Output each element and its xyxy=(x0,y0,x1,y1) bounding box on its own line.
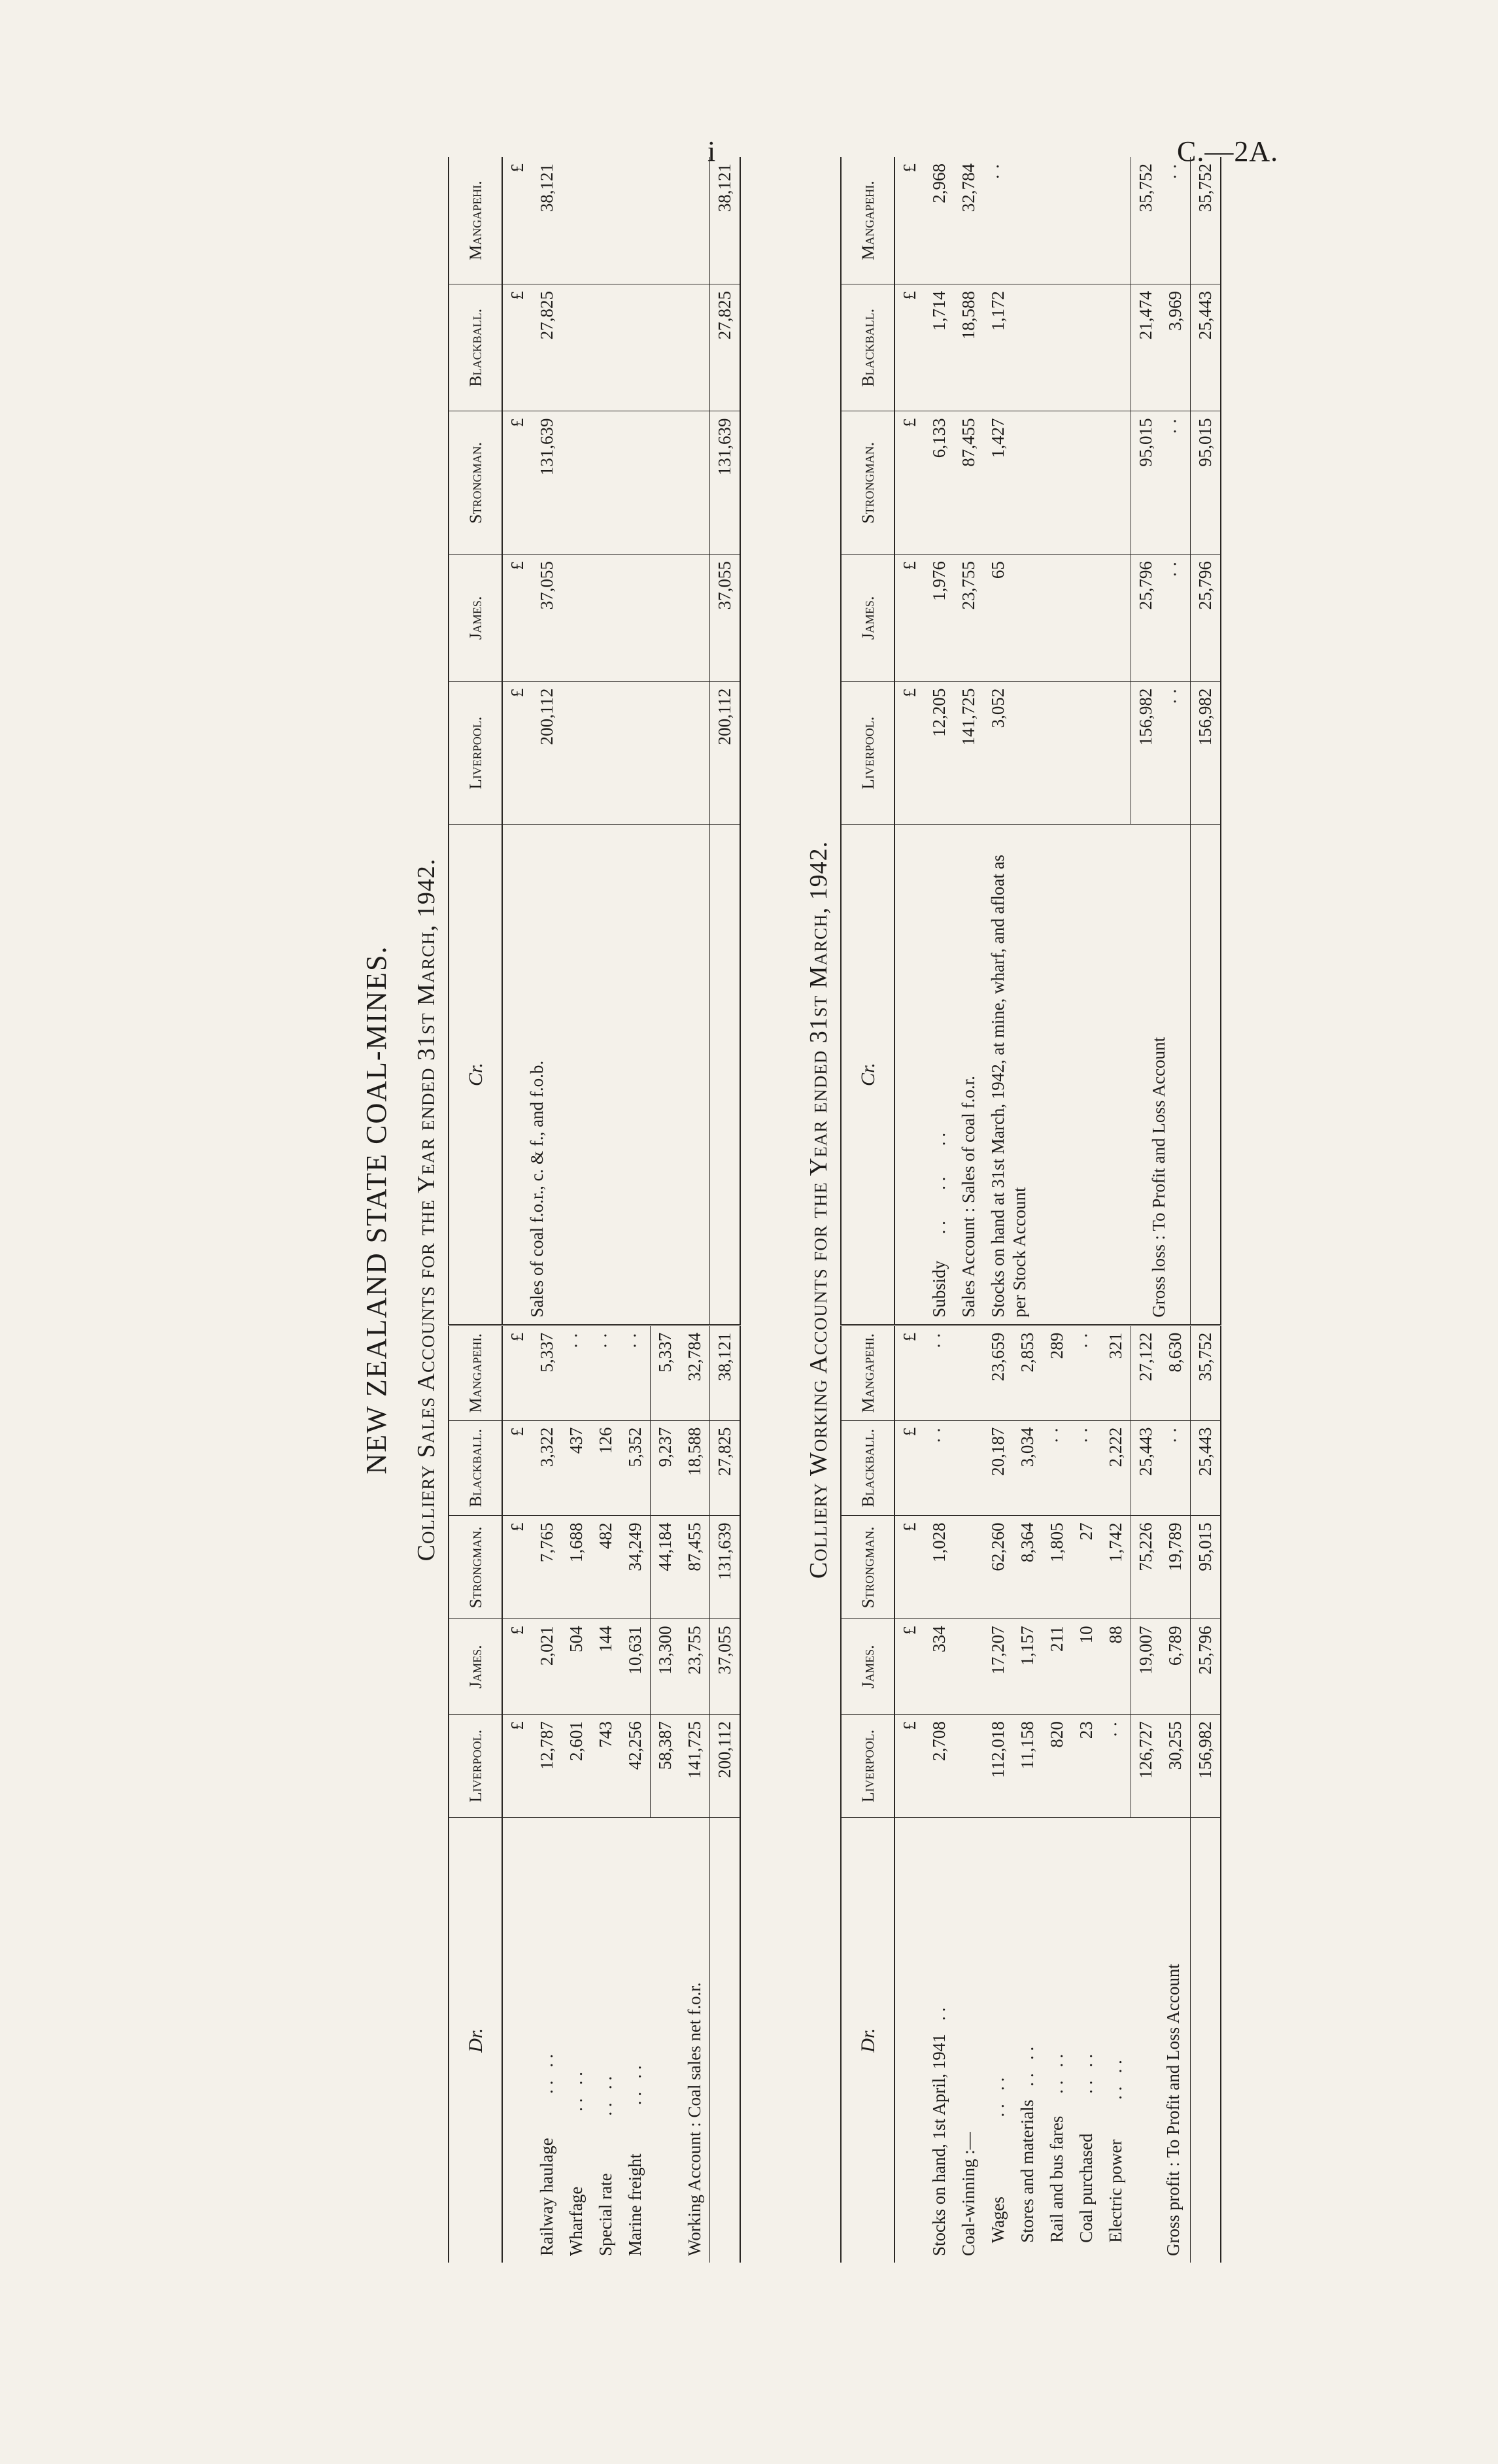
cell: 1,714 xyxy=(925,284,954,411)
subtotal-cell: 9,237 xyxy=(651,1420,681,1516)
cell: 87,455 xyxy=(680,1516,710,1619)
working-dr-heading: Dr. xyxy=(841,1818,894,2263)
cell: 141,725 xyxy=(680,1715,710,1818)
cell: 38,121 xyxy=(532,157,562,284)
row-label: Electric power . . . . xyxy=(1106,2060,1125,2256)
currency-mark: £ xyxy=(502,555,532,681)
working-cr-heading: Cr. xyxy=(841,825,894,1326)
currency-mark: £ xyxy=(894,1325,925,1420)
cell: 18,588 xyxy=(954,284,983,411)
sales-accounts-subtitle: Colliery Sales Accounts for the Year ended 31st March, 1942. xyxy=(413,858,440,1562)
document-code: C.—2A. xyxy=(1177,135,1279,167)
subtotal-cell: 95,015 xyxy=(1131,411,1161,555)
cell: 482 xyxy=(591,1516,621,1619)
col-header-james: James. xyxy=(449,1619,502,1715)
currency-mark: £ xyxy=(502,411,532,555)
total-cell: 200,112 xyxy=(710,681,741,825)
gross-loss-label-text: Gross loss : To Profit and Loss Account xyxy=(1148,1036,1168,1318)
subtotal-row xyxy=(651,157,681,2263)
currency-mark: £ xyxy=(894,157,925,284)
subtotal-cell: 19,007 xyxy=(1131,1619,1161,1715)
cell: 6,789 xyxy=(1161,1619,1191,1715)
cell: 1,172 xyxy=(983,284,1013,411)
cell: · · xyxy=(983,157,1013,284)
working-accounts-table xyxy=(840,157,1221,2263)
cell: 19,789 xyxy=(1161,1516,1191,1619)
cell: 2,708 xyxy=(925,1715,954,1818)
working-header-row xyxy=(841,157,894,2263)
col-header-mangapehi: Mangapehi. xyxy=(449,1325,502,1420)
cell: · · xyxy=(1161,1420,1191,1516)
subtotal-cell: 126,727 xyxy=(1131,1715,1161,1818)
currency-mark: £ xyxy=(894,1420,925,1516)
cell: 23,659 xyxy=(983,1325,1013,1420)
row-label: Stocks on hand, 1st April, 1941 . . xyxy=(929,2007,949,2256)
working-account-row xyxy=(680,157,710,2263)
cr-col-header-liverpool: Liverpool. xyxy=(449,681,502,825)
subtotal-cell: 25,796 xyxy=(1131,555,1161,681)
cell: 1,028 xyxy=(925,1516,954,1619)
row-label: Stores and materials . . . . xyxy=(1017,2046,1037,2256)
total-cell: 131,639 xyxy=(710,1516,741,1619)
cell: · · xyxy=(1072,1325,1101,1420)
cell: 23,755 xyxy=(680,1619,710,1715)
table-row xyxy=(983,157,1013,2263)
total-cell: 35,752 xyxy=(1191,157,1221,284)
cell: 8,364 xyxy=(1013,1516,1042,1619)
cell: 504 xyxy=(562,1619,591,1715)
cell: · · xyxy=(562,1325,591,1420)
currency-mark: £ xyxy=(894,1516,925,1619)
cell: 87,455 xyxy=(954,411,983,555)
subtotal-cell: 44,184 xyxy=(651,1516,681,1619)
cell: 2,222 xyxy=(1101,1420,1131,1516)
total-cell: 200,112 xyxy=(710,1715,741,1818)
col-header-liverpool: Liverpool. xyxy=(449,1715,502,1818)
cell: 820 xyxy=(1042,1715,1072,1818)
row-label: Working Account : Coal sales net f.o.r. xyxy=(685,1982,704,2256)
row-label: Railway haulage . . . . xyxy=(537,2054,556,2256)
cell: · · xyxy=(925,1420,954,1516)
cr-col-header-blackball: Blackball. xyxy=(449,284,502,411)
currency-mark: £ xyxy=(502,1325,532,1420)
cell: 211 xyxy=(1042,1619,1072,1715)
cell: 5,352 xyxy=(621,1420,651,1516)
table-row xyxy=(1101,157,1131,2263)
cell: 1,157 xyxy=(1013,1619,1042,1715)
table-row xyxy=(954,157,983,2263)
cell: · · xyxy=(621,1325,651,1420)
col-header-liverpool: Liverpool. xyxy=(841,1715,894,1818)
cell: · · xyxy=(1161,157,1191,284)
subtotal-cell: 25,443 xyxy=(1131,1420,1161,1516)
cell: 321 xyxy=(1101,1325,1131,1420)
cr-col-header-james: James. xyxy=(449,555,502,681)
subtotal-cell: 35,752 xyxy=(1131,157,1161,284)
total-cell: 95,015 xyxy=(1191,1516,1221,1619)
cell: 141,725 xyxy=(954,681,983,825)
total-row xyxy=(710,157,741,2263)
cell: · · xyxy=(1072,1420,1101,1516)
page-number: i xyxy=(707,135,716,167)
currency-mark: £ xyxy=(894,1715,925,1818)
row-label: Wharfage . . . . xyxy=(566,2072,586,2256)
row-label: Subsidy . . . . . . xyxy=(925,825,954,1326)
credit-label-text: Sales of coal f.o.r., c. & f., and f.o.b. xyxy=(527,1060,547,1318)
total-cell: 25,443 xyxy=(1191,284,1221,411)
cell: 5,337 xyxy=(532,1325,562,1420)
sales-accounts-table xyxy=(448,157,741,2263)
row-label: Coal purchased . . . . xyxy=(1076,2054,1096,2256)
cell: 10,631 xyxy=(621,1619,651,1715)
cell: 1,742 xyxy=(1101,1516,1131,1619)
main-title: NEW ZEALAND STATE COAL-MINES. xyxy=(360,945,392,1475)
sales-dr-heading: Dr. xyxy=(449,1818,502,2263)
cell: 3,322 xyxy=(532,1420,562,1516)
currency-mark: £ xyxy=(894,284,925,411)
cell: 1,805 xyxy=(1042,1516,1072,1619)
currency-mark: £ xyxy=(502,1420,532,1516)
cell: 30,255 xyxy=(1161,1715,1191,1818)
subtotal-cell: 13,300 xyxy=(651,1619,681,1715)
currency-mark: £ xyxy=(502,1715,532,1818)
currency-mark: £ xyxy=(502,157,532,284)
subtotal-row xyxy=(1131,157,1161,2263)
col-header-mangapehi: Mangapehi. xyxy=(841,1325,894,1420)
subtotal-cell: 5,337 xyxy=(651,1325,681,1420)
cell: 200,112 xyxy=(532,681,562,825)
cell: 3,052 xyxy=(983,681,1013,825)
row-label: Rail and bus fares . . . . xyxy=(1047,2054,1066,2256)
currency-mark: £ xyxy=(894,555,925,681)
cr-col-header-mangapehi: Mangapehi. xyxy=(841,157,894,284)
cell: 20,187 xyxy=(983,1420,1013,1516)
total-cell: 37,055 xyxy=(710,1619,741,1715)
row-label: Special rate . . . . xyxy=(596,2076,615,2256)
currency-mark: £ xyxy=(502,1516,532,1619)
cell: 437 xyxy=(562,1420,591,1516)
total-cell: 35,752 xyxy=(1191,1325,1221,1420)
cell: 42,256 xyxy=(621,1715,651,1818)
cell: 7,765 xyxy=(532,1516,562,1619)
cell: 12,205 xyxy=(925,681,954,825)
currency-row xyxy=(502,157,532,2263)
currency-mark: £ xyxy=(894,411,925,555)
col-header-blackball: Blackball. xyxy=(841,1420,894,1516)
cell: 62,260 xyxy=(983,1516,1013,1619)
currency-mark: £ xyxy=(894,681,925,825)
cell: 10 xyxy=(1072,1619,1101,1715)
cell: 144 xyxy=(591,1619,621,1715)
sales-header-row xyxy=(449,157,502,2263)
currency-mark: £ xyxy=(502,681,532,825)
cell: 17,207 xyxy=(983,1619,1013,1715)
working-accounts-subtitle: Colliery Working Accounts for the Year ended 31st March, 1942. xyxy=(805,840,832,1579)
subtotal-cell: 27,122 xyxy=(1131,1325,1161,1420)
currency-mark: £ xyxy=(894,1619,925,1715)
gross-profit-label xyxy=(1131,1818,1191,2263)
cell: · · xyxy=(925,1325,954,1420)
row-label: Stocks on hand at 31st March, 1942, at mine, wharf, and afloat as per Stock Account xyxy=(983,825,1101,1326)
total-cell: 38,121 xyxy=(710,157,741,284)
cell: 23,755 xyxy=(954,555,983,681)
cell: · · xyxy=(1161,681,1191,825)
cell: 32,784 xyxy=(954,157,983,284)
cell: 2,968 xyxy=(925,157,954,284)
rotated-page-content xyxy=(340,157,1215,2263)
cell: 112,018 xyxy=(983,1715,1013,1818)
total-cell: 38,121 xyxy=(710,1325,741,1420)
cell: 65 xyxy=(983,555,1013,681)
cell: 743 xyxy=(591,1715,621,1818)
cell: 334 xyxy=(925,1619,954,1715)
col-header-james: James. xyxy=(841,1619,894,1715)
currency-mark: £ xyxy=(502,1619,532,1715)
cell: 8,630 xyxy=(1161,1325,1191,1420)
cell: 18,588 xyxy=(680,1420,710,1516)
cell: 3,034 xyxy=(1013,1420,1042,1516)
subtotal-cell: 58,387 xyxy=(651,1715,681,1818)
cr-col-header-james: James. xyxy=(841,555,894,681)
cell: 27 xyxy=(1072,1516,1101,1619)
cell: 11,158 xyxy=(1013,1715,1042,1818)
gross-profit-label-text: Gross profit : To Profit and Loss Account xyxy=(1163,1964,1183,2256)
row-label: Coal-winning :— xyxy=(959,2132,978,2256)
cell: 1,427 xyxy=(983,411,1013,555)
cell: 289 xyxy=(1042,1325,1072,1420)
cell: 34,249 xyxy=(621,1516,651,1619)
cell: 2,021 xyxy=(532,1619,562,1715)
cell: · · xyxy=(1161,411,1191,555)
cell: 1,976 xyxy=(925,555,954,681)
cell: 32,784 xyxy=(680,1325,710,1420)
total-cell: 25,443 xyxy=(1191,1420,1221,1516)
col-header-strongman: Strongman. xyxy=(841,1516,894,1619)
cr-col-header-blackball: Blackball. xyxy=(841,284,894,411)
table-row xyxy=(925,157,954,2263)
total-cell: 27,825 xyxy=(710,1420,741,1516)
cell: 37,055 xyxy=(532,555,562,681)
currency-row xyxy=(894,157,925,2263)
subtotal-cell: 75,226 xyxy=(1131,1516,1161,1619)
cell: 23 xyxy=(1072,1715,1101,1818)
sales-cr-heading: Cr. xyxy=(449,825,502,1326)
credit-label xyxy=(502,825,651,1326)
col-header-strongman: Strongman. xyxy=(449,1516,502,1619)
cell: 27,825 xyxy=(532,284,562,411)
cell: 6,133 xyxy=(925,411,954,555)
cell: 88 xyxy=(1101,1619,1131,1715)
total-cell: 27,825 xyxy=(710,284,741,411)
cell: 1,688 xyxy=(562,1516,591,1619)
total-cell: 25,796 xyxy=(1191,1619,1221,1715)
total-cell: 156,982 xyxy=(1191,681,1221,825)
total-cell: 131,639 xyxy=(710,411,741,555)
cr-col-header-liverpool: Liverpool. xyxy=(841,681,894,825)
total-cell: 156,982 xyxy=(1191,1715,1221,1818)
cr-col-header-strongman: Strongman. xyxy=(449,411,502,555)
cell: · · xyxy=(591,1325,621,1420)
cr-col-header-strongman: Strongman. xyxy=(841,411,894,555)
cell: 3,969 xyxy=(1161,284,1191,411)
subtotal-cell: 156,982 xyxy=(1131,681,1161,825)
subtotal-cell: 21,474 xyxy=(1131,284,1161,411)
row-label: Sales Account : Sales of coal f.o.r. xyxy=(954,825,983,1326)
row-label: Marine freight . . . . xyxy=(625,2065,645,2256)
cell: 126 xyxy=(591,1420,621,1516)
cell: · · xyxy=(1161,555,1191,681)
total-cell: 95,015 xyxy=(1191,411,1221,555)
total-row xyxy=(1191,157,1221,2263)
cell: 12,787 xyxy=(532,1715,562,1818)
cell: 131,639 xyxy=(532,411,562,555)
cell: 2,601 xyxy=(562,1715,591,1818)
cr-col-header-mangapehi: Mangapehi. xyxy=(449,157,502,284)
gross-loss-label xyxy=(1131,825,1191,1326)
col-header-blackball: Blackball. xyxy=(449,1420,502,1516)
row-label: Wages . . . . xyxy=(988,2077,1008,2256)
cell: 2,853 xyxy=(1013,1325,1042,1420)
cell: · · xyxy=(1042,1420,1072,1516)
total-cell: 25,796 xyxy=(1191,555,1221,681)
currency-mark: £ xyxy=(502,284,532,411)
total-cell: 37,055 xyxy=(710,555,741,681)
cell: · · xyxy=(1101,1715,1131,1818)
